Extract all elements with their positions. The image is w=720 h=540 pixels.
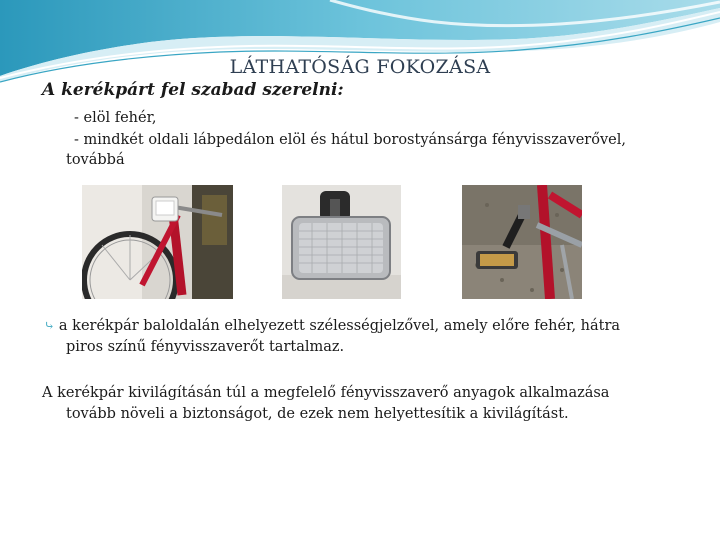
bullet-item-line1: a kerékpár baloldalán elhelyezett szélességjelzővel, amely előre fehér, hátra	[58, 318, 621, 334]
pedal-reflector-photo	[462, 185, 582, 299]
closing-paragraph-line1: A kerékpár kivilágításán túl a megfelelő fényvisszaverő anyagok alkalmazása	[42, 385, 610, 401]
bicycle-front-light-photo	[82, 185, 233, 299]
white-reflector-photo	[282, 185, 401, 299]
list-item-pedal-continued: továbbá	[66, 152, 125, 168]
curved-arrow-bullet-icon: ⤷	[44, 319, 55, 334]
list-item-front: - elöl fehér,	[74, 110, 157, 126]
bullet-item	[44, 317, 620, 336]
page-title: LÁTHATÓSÁG FOKOZÁSA	[229, 56, 491, 78]
bullet-item-line2: piros színű fényvisszaverőt tartalmaz.	[66, 339, 345, 355]
closing-paragraph-line2: tovább növeli a biztonságot, de ezek nem helyettesítik a kivilágítást.	[66, 406, 569, 422]
list-item-pedal: - mindkét oldali lábpedálon elöl és hátul borostyánsárga fényvisszaverővel,	[74, 132, 626, 148]
section-heading: A kerékpárt fel szabad szerelni:	[42, 80, 344, 100]
